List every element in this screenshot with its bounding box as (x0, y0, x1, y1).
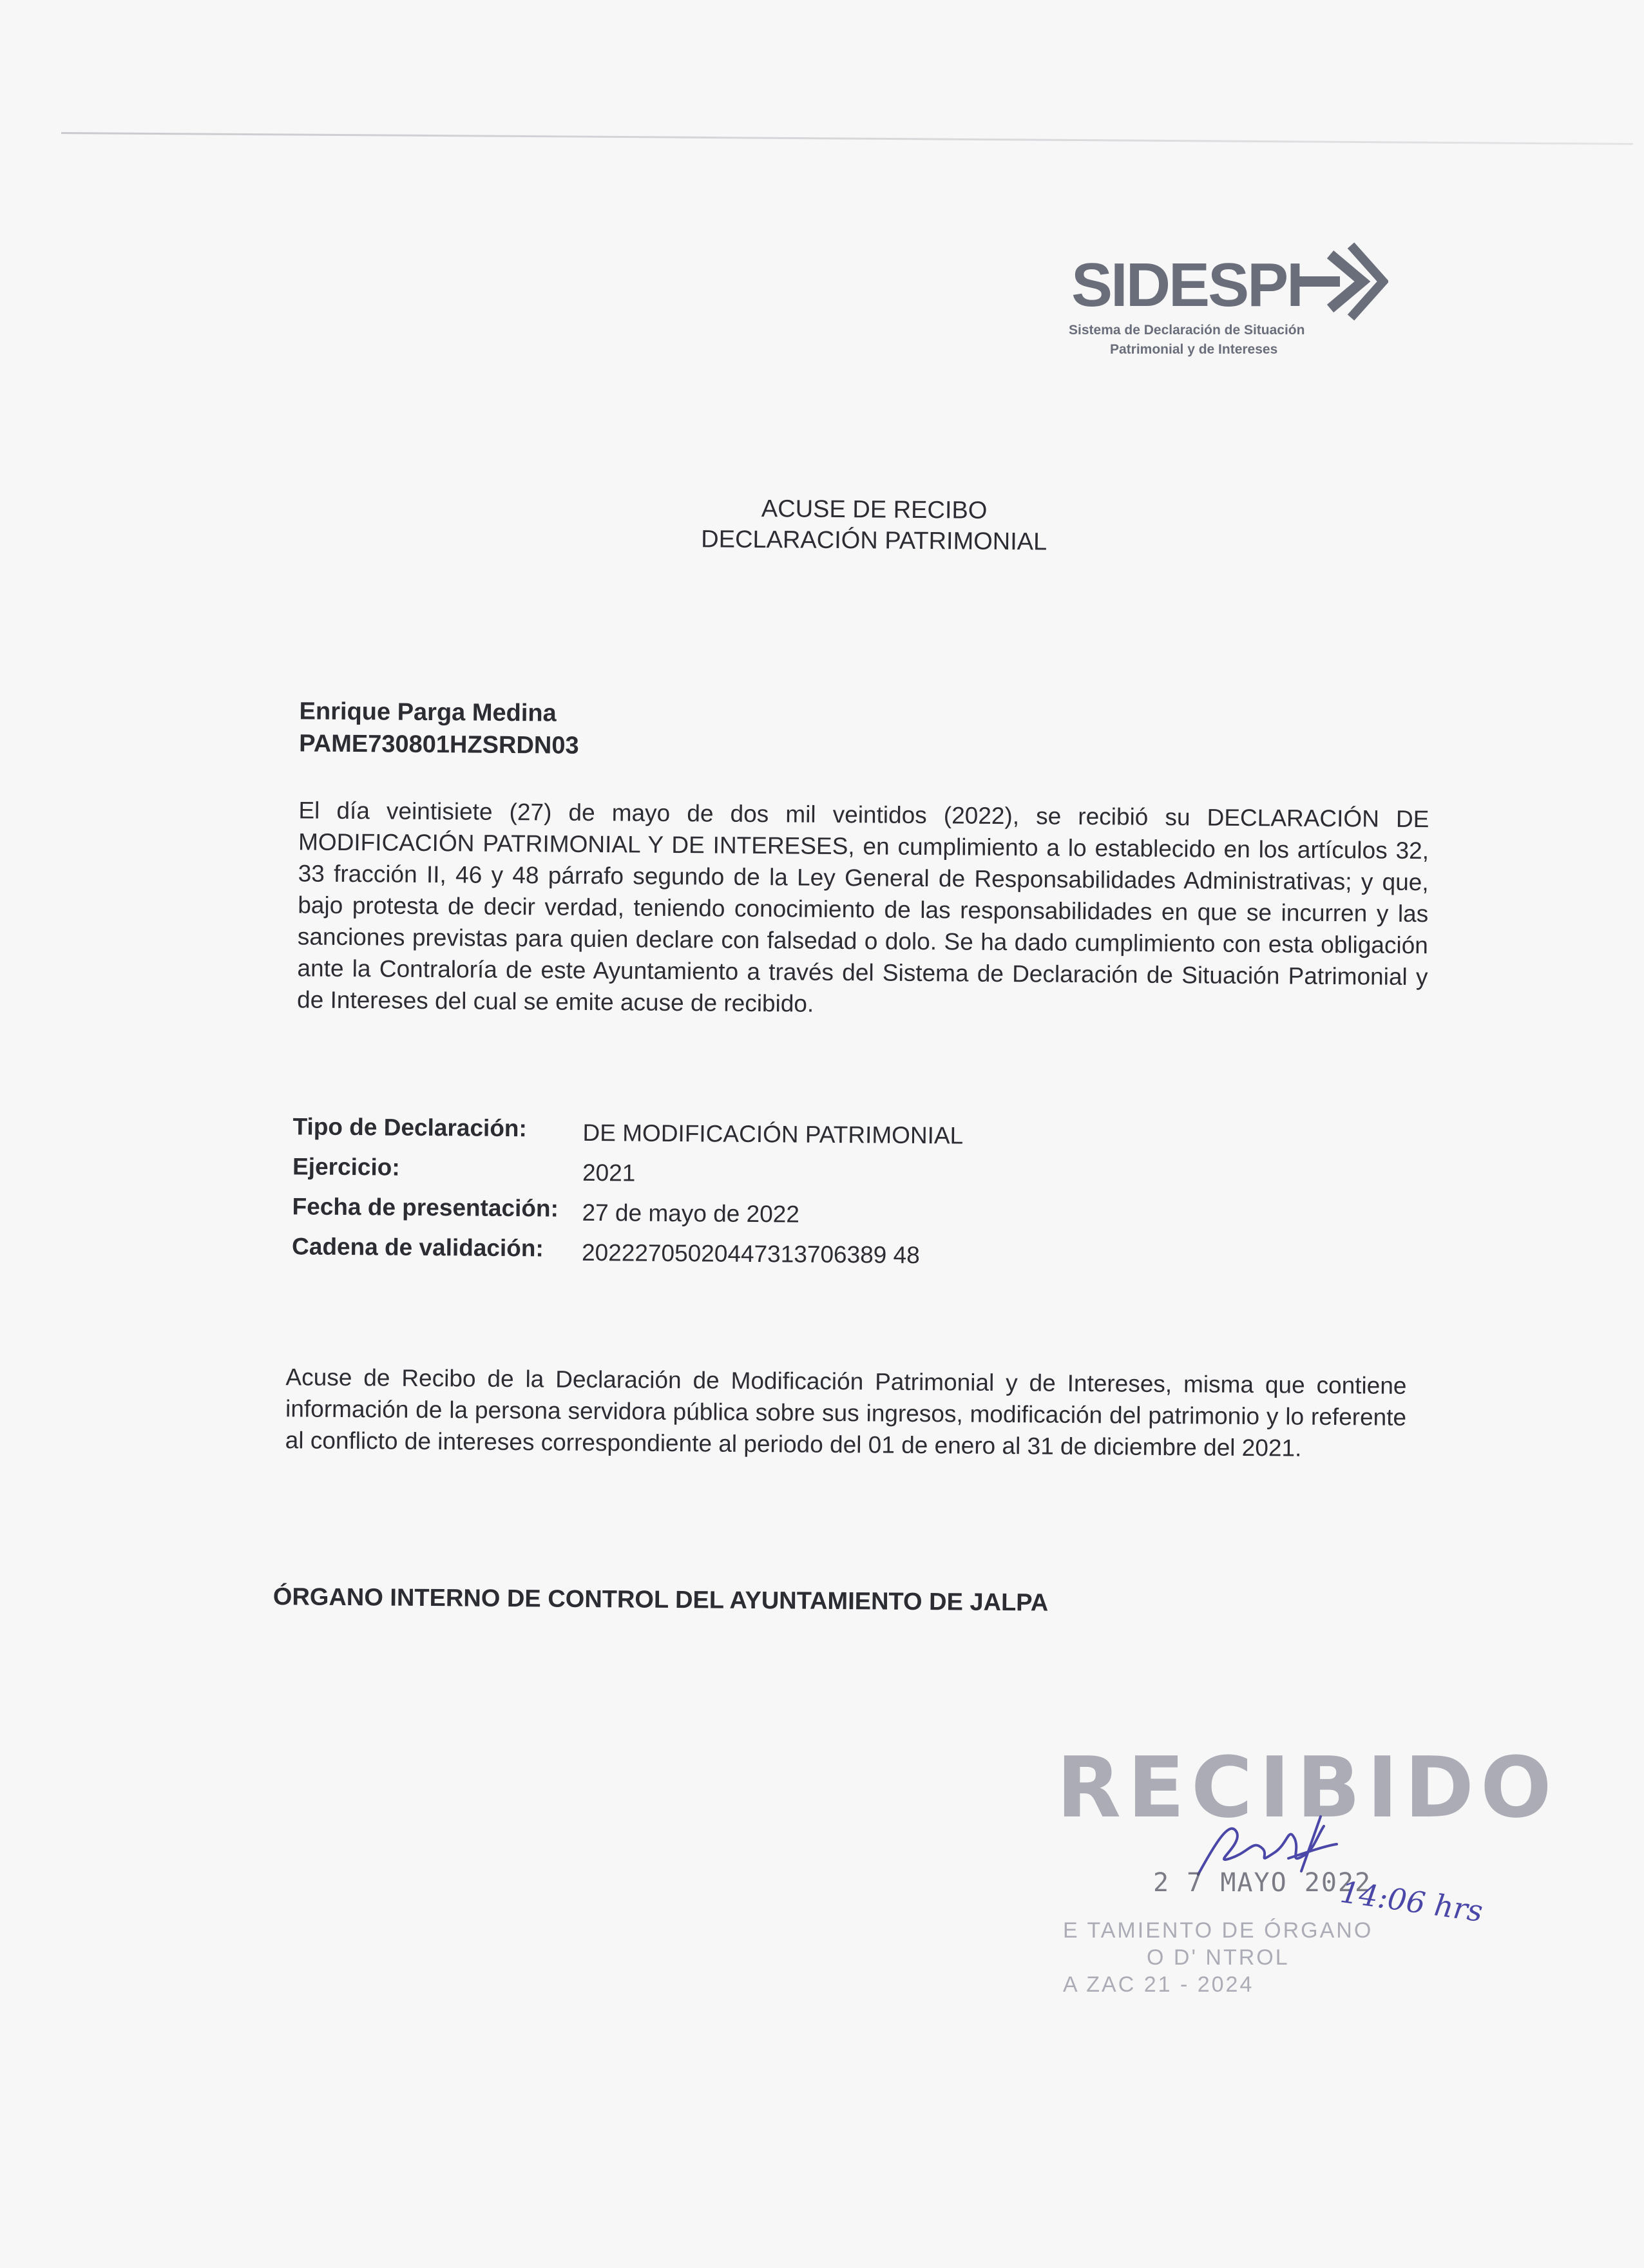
logo-tagline-line1: Sistema de Declaración de Situación (1069, 323, 1305, 338)
field-value: DE MODIFICACIÓN PATRIMONIAL (582, 1120, 963, 1150)
declarant-id-code: PAME730801HZSRDN03 (299, 730, 579, 759)
received-stamp (1050, 1746, 1501, 2016)
document-subtitle: DECLARACIÓN PATRIMONIAL (5, 520, 1644, 562)
field-label: Cadena de validación: (292, 1233, 544, 1262)
stamp-date: 2 7 MAYO 2022 (1153, 1868, 1372, 1898)
closing-paragraph: Acuse de Recibo de la Declaración de Modificación Patrimonial y de Intereses, misma que contiene información de la persona servidora pública sobre sus ingresos, modificación del patrimonio y lo referente al conflicto de intereses correspondiente al periodo del 01 de enero al 31 de diciembre del 2021. (285, 1361, 1407, 1465)
declaration-fields (292, 1113, 293, 1273)
field-label: Fecha de presentación: (292, 1193, 559, 1222)
declarant-name: Enrique Parga Medina (299, 698, 556, 727)
field-label: Tipo de Declaración: (292, 1113, 527, 1142)
field-value: 2021 (582, 1159, 636, 1187)
issuing-organ: ÓRGANO INTERNO DE CONTROL DEL AYUNTAMIENTO DE JALPA (273, 1583, 1049, 1617)
field-value: 27 de mayo de 2022 (582, 1199, 799, 1228)
stamp-text-line: A ZAC 21 - 2024 (1063, 1972, 1254, 1997)
handwritten-time: 14:06 hrs (1338, 1874, 1485, 1929)
field-value: 20222705020447313706389 48 (582, 1239, 920, 1269)
field-label: Ejercicio: (292, 1153, 400, 1181)
receipt-paragraph: El día veintisiete (27) de mayo de dos mil veintidos (2022), se recibió su DECLARACIÓN DE MODIFICACIÓN PATRIMONIAL Y DE INTERESES, en cumplimiento a lo establecido en los artículos 32, 33 fracción II, 46 y 48 párrafo segundo de la Ley General de Responsabilidades Administrativas; y que, bajo protesta de decir verdad, teniendo conocimiento de las responsabilidades en que se incurren y las sanciones previstas para quien declare con falsedad o dolo. Se ha dado cumplimiento con esta obligación ante la Contraloría de este Ayuntamiento a través del Sistema de Declaración de Situación Patrimonial y de Intereses del cual se emite acuse de recibido. (297, 794, 1429, 1024)
stamp-text-line: O D' NTROL (1147, 1945, 1290, 1970)
logo-tagline-line2: Patrimonial y de Intereses (1110, 342, 1277, 357)
logo-wordmark: SIDESPI (1071, 254, 1302, 316)
document-title: ACUSE DE RECIBO (5, 490, 1644, 531)
stamp-title: RECIBIDO (1056, 1746, 1558, 1829)
stamp-text-line: E TAMIENTO DE ÓRGANO (1063, 1918, 1373, 1943)
